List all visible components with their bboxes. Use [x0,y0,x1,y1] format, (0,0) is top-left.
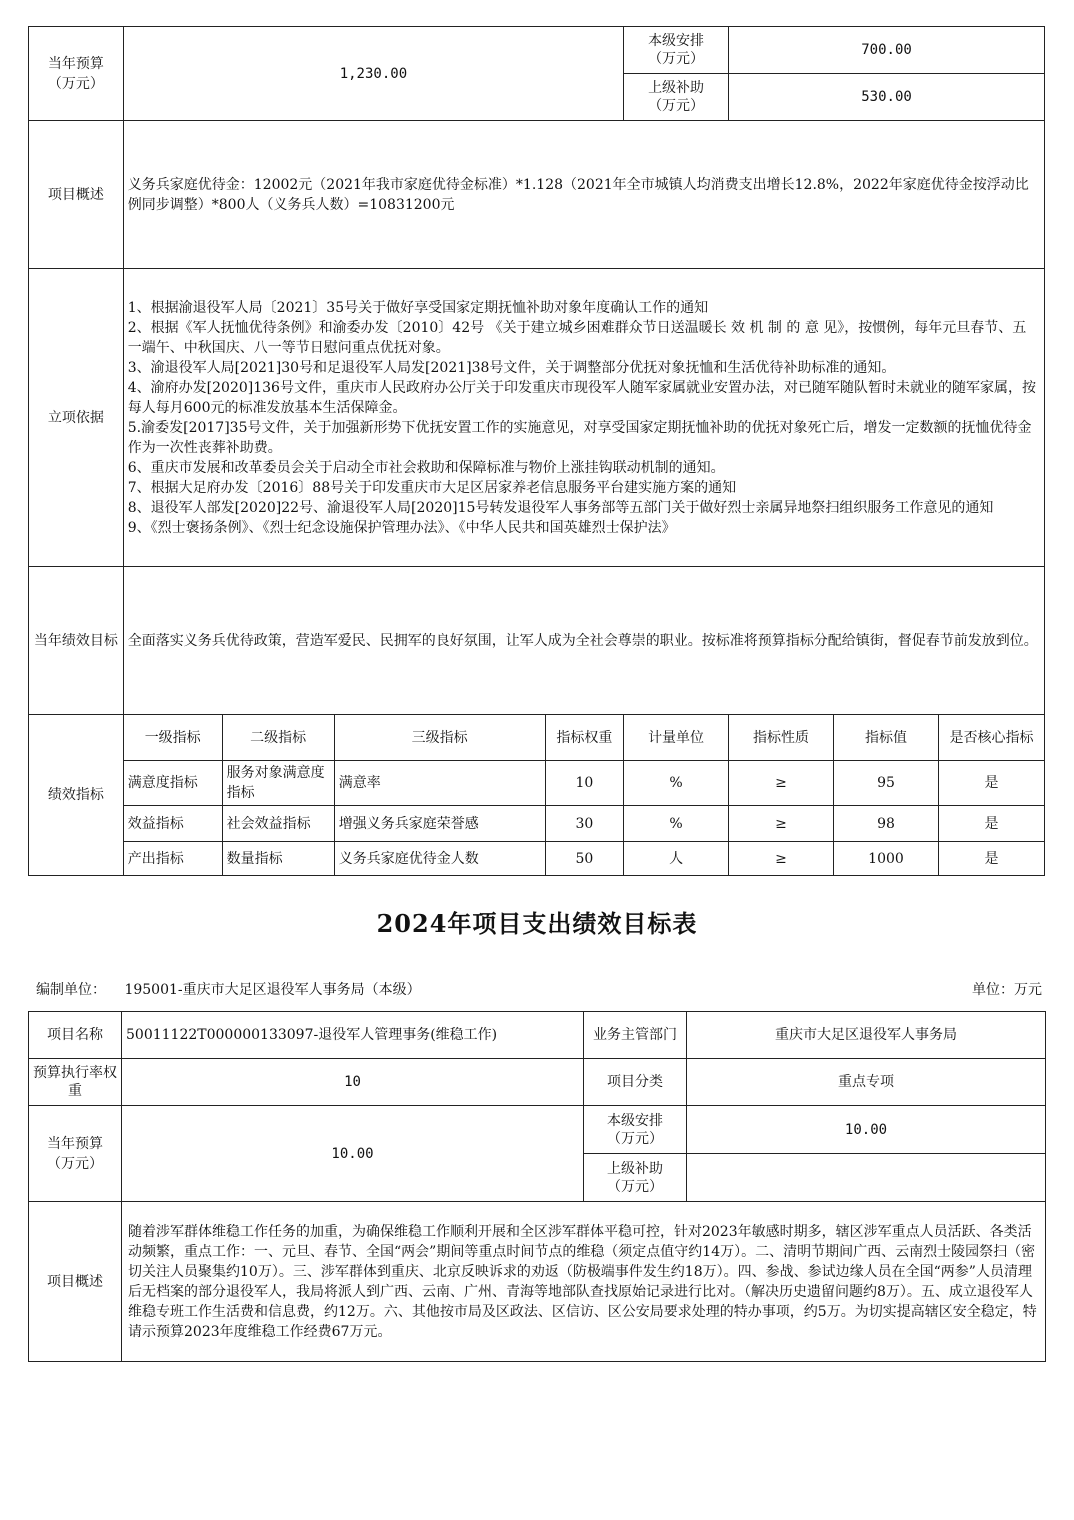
basis-item: 3、渝退役军人局[2021]30号和足退役军人局发[2021]38号文件，关于调整部分优抚对象抚恤和生活优待补助标准的通知。 [127,359,896,376]
indicator-value: 98 [834,806,939,842]
indicator-level3: 满意率 [334,761,545,806]
project-name-label: 项目名称 [29,1012,122,1059]
indicator-header: 二级指标 [222,715,334,761]
upper-subsidy-label: 上级补助 （万元） [624,74,729,121]
basis-item: 7、根据大足府办发〔2016〕88号关于印发重庆市大足区居家养老信息服务平台建实施方案的通知 [127,479,737,496]
local-budget-value: 700.00 [729,27,1045,74]
unit-org-value: 195001-重庆市大足区退役军人事务局（本级） [124,982,421,998]
indicator-unit: 人 [624,842,729,876]
upper-subsidy-value-2024 [687,1154,1046,1202]
basis-item: 5.渝委发[2017]35号文件，关于加强新形势下优抚安置工作的实施意见，对享受国家定期抚恤补助的优抚对象死亡后，增发一定数额的抚恤优待金作为一次性丧葬补助费。 [127,419,1032,456]
unit-org-label: 编制单位： [36,982,106,998]
local-budget-label: 本级安排 （万元） [624,27,729,74]
indicator-value: 95 [834,761,939,806]
local-budget-value-2024: 10.00 [687,1106,1046,1154]
overview-label-2024: 项目概述 [29,1202,122,1362]
indicator-nature: ≥ [729,761,834,806]
basis-label: 立项依据 [29,269,124,567]
exec-rate-value: 10 [122,1059,584,1106]
indicator-header: 指标值 [834,715,939,761]
local-budget-label-2024: 本级安排 （万元） [584,1106,687,1154]
basis-item: 4、渝府办发[2020]136号文件，重庆市人民政府办公厅关于印发重庆市现役军人随军家属就业安置办法，对已随军随队暂时未就业的随军家属，按每人每月600元的标准发放基本生活保障金。 [127,379,1036,416]
indicator-unit: % [624,806,729,842]
indicator-level2: 数量指标 [222,842,334,876]
performance-table-2024 [28,1011,1046,1362]
currency-unit: 单位：万元 [972,982,1042,998]
indicator-level2: 社会效益指标 [222,806,334,842]
indicator-level1: 效益指标 [123,806,222,842]
category-label: 项目分类 [584,1059,687,1106]
unit-org [36,979,421,999]
goal-text: 全面落实义务兵优待政策，营造军爱民、民拥军的良好氛围，让军人成为全社会尊崇的职业。按标准将预算指标分配给镇街，督促春节前发放到位。 [123,567,1044,715]
indicator-value: 1000 [834,842,939,876]
basis-item: 6、重庆市发展和改革委员会关于启动全市社会救助和保障标准与物价上涨挂钩联动机制的通知。 [127,459,725,476]
indicator-unit: % [624,761,729,806]
basis-item: 8、退役军人部发[2020]22号、渝退役军人局[2020]15号转发退役军人事务部等五部门关于做好烈士亲属异地祭扫组织服务工作意见的通知 [127,499,994,516]
indicator-core: 是 [938,806,1044,842]
budget-total-2024: 10.00 [122,1106,584,1202]
exec-rate-label: 预算执行率权重 [29,1059,122,1106]
budget-label-2024: 当年预算 （万元） [29,1106,122,1202]
basis-item: 1、根据渝退役军人局〔2021〕35号关于做好享受国家定期抚恤补助对象年度确认工作的通知 [127,299,709,316]
indicator-weight: 50 [545,842,623,876]
dept-label: 业务主管部门 [584,1012,687,1059]
basis-list [123,269,1044,567]
category-value: 重点专项 [687,1059,1046,1106]
dept-value: 重庆市大足区退役军人事务局 [687,1012,1046,1059]
indicator-header: 指标性质 [729,715,834,761]
indicator-header: 一级指标 [123,715,222,761]
goal-label: 当年绩效目标 [29,567,124,715]
overview-text-2024: 随着涉军群体维稳工作任务的加重，为确保维稳工作顺利开展和全区涉军群体平稳可控，针对2023年敏感时期多，辖区涉军重点人员活跃、各类活动频繁，重点工作：一、元旦、春节、全国“两会”期间等重点时间节点的维稳（须定点值守约14万）。二、清明节期间广西、云南烈士陵园祭扫（密切关注人员聚集约10万）。三、涉军群体到重庆、北京反映诉求的劝返（防极端事件发生约18万）。四、参战、参试边缘人员在全国“两参”人员清理后无档案的部分退役军人，我局将派人到广西、云南、广州、青海等地部队查找原始记录进行比对。（解决历史遗留问题约8万）。五、成立退役军人维稳专班工作生活费和信息费，约12万。六、其他按市局及区政法、区信访、区公安局要求处理的特办事项，约5万。为切实提高辖区安全稳定，特请示预算2023年度维稳工作经费67万元。 [122,1202,1046,1362]
indicator-level2: 服务对象满意度指标 [222,761,334,806]
performance-table-2023 [28,26,1045,876]
indicator-level3: 义务兵家庭优待金人数 [334,842,545,876]
indicator-core: 是 [938,842,1044,876]
indicator-header: 是否核心指标 [938,715,1044,761]
indicator-level3: 增强义务兵家庭荣誉感 [334,806,545,842]
project-name-value: 50011122T000000133097-退役军人管理事务(维稳工作) [122,1012,584,1059]
basis-item: 9、《烈士褒扬条例》、《烈士纪念设施保护管理办法》、《中华人民共和国英雄烈士保护法》 [127,519,676,536]
indicator-core: 是 [938,761,1044,806]
indicator-nature: ≥ [729,806,834,842]
indicator-row [29,842,1045,876]
indicator-header: 指标权重 [545,715,623,761]
indicator-header: 计量单位 [624,715,729,761]
indicator-nature: ≥ [729,842,834,876]
budget-label: 当年预算 （万元） [29,27,124,121]
indicator-row [29,761,1045,806]
indicator-level1: 满意度指标 [123,761,222,806]
indicator-level1: 产出指标 [123,842,222,876]
budget-total: 1,230.00 [123,27,623,121]
basis-item: 2、根据《军人抚恤优待条例》和渝委办发〔2010〕42号 《关于建立城乡困难群众节日送温暖长 效 机 制 的 意 见》，按惯例，每年元旦春节、五一端午、中秋国庆、八一等节日慰问重点优抚对象。 [127,319,1027,356]
upper-subsidy-value: 530.00 [729,74,1045,121]
indicator-weight: 30 [545,806,623,842]
upper-subsidy-label-2024: 上级补助 （万元） [584,1154,687,1202]
overview-label: 项目概述 [29,121,124,269]
indicators-label: 绩效指标 [29,715,124,876]
indicator-weight: 10 [545,761,623,806]
indicator-row [29,806,1045,842]
page-title: 2024年项目支出绩效目标表 [376,909,698,938]
indicator-header: 三级指标 [334,715,545,761]
overview-text: 义务兵家庭优待金：12002元（2021年我市家庭优待金标准）*1.128（2021年全市城镇人均消费支出增长12.8%，2022年家庭优待金按浮动比例同步调整）*800人（义务兵人数）=10831200元 [123,121,1044,269]
